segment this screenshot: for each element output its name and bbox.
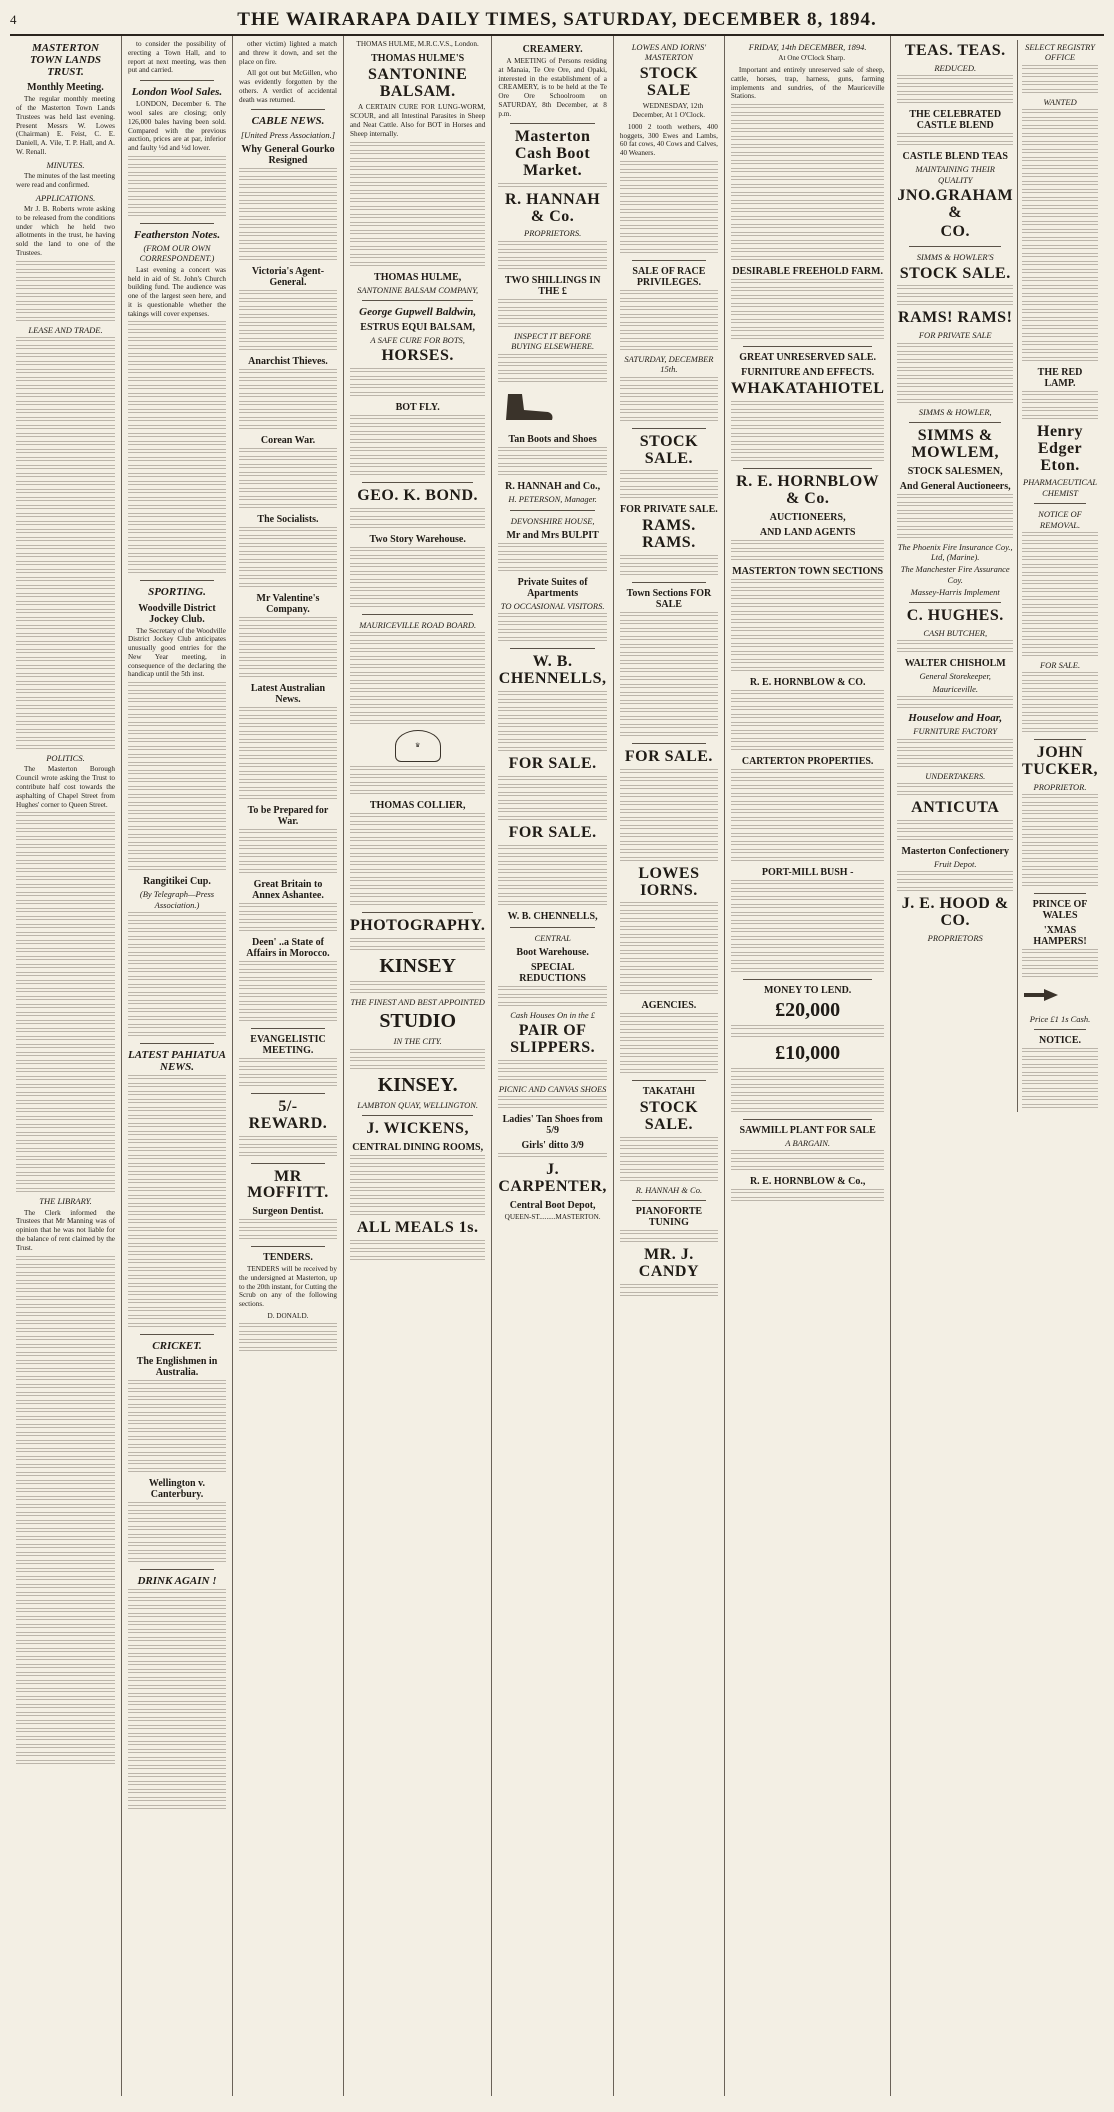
ad-heading: TEAS. TEAS.: [904, 42, 1006, 59]
ad-heading: Houselow and Hoar,: [908, 712, 1003, 725]
ad-heading: Masterton Cash Boot Market.: [514, 128, 591, 180]
ad-heading: SANTONINE BALSAM.: [367, 65, 468, 100]
ad-heading: STOCK SALE.: [899, 264, 1011, 282]
article-paragraph: The Secretary of the Woodville District Jockey Club anticipates unusually good entries for the New Year meeting, in consequence of the declaring the handicap until the 5th inst.: [127, 626, 226, 679]
ad-subheading: AUCTIONEERS,: [769, 511, 846, 523]
ad-heading: £20,000: [775, 998, 841, 1021]
article-heading: DRINK AGAIN !: [137, 1575, 217, 1588]
ad-heading: HORSES.: [381, 347, 454, 365]
ad-paragraph: A CERTAIN CURE FOR LUNG-WORM, SCOUR, and all Intestinal Parasites in Sheep and Neat Cattle. Also for BOT in Horses and Sheep internally.: [349, 103, 486, 138]
article-paragraph: other victim) lighted a match and threw it down, and set the place on fire.: [238, 40, 337, 66]
article-paragraph: Last evening a concert was held in aid of St. John's Church building fund. The audience was one of the largest seen here, and it is questionable whether the takings will cover expenses.: [127, 265, 226, 318]
column-5: [491, 36, 613, 2096]
article-paragraph: to consider the possibility of erecting a Town Hall, and to report at next meeting, was then put and carried.: [127, 40, 226, 75]
ad-subheading: PROPRIETOR.: [1033, 781, 1087, 792]
article-subheading: The Socialists.: [257, 513, 319, 525]
ad-subheading: FOR PRIVATE SALE: [918, 330, 992, 341]
ad-subheading: TWO SHILLINGS IN THE £: [504, 274, 601, 297]
ad-subheading: STOCK SALESMEN,: [907, 465, 1003, 477]
ad-heading: THOMAS COLLIER,: [369, 800, 466, 812]
ad-signature: D. DONALD.: [267, 1312, 309, 1321]
ad-subheading: THE FINEST AND BEST APPOINTED: [350, 997, 485, 1008]
royal-crest-icon: ♛: [395, 730, 441, 762]
ad-subheading: Ladies' Tan Shoes from 5/9: [502, 1114, 603, 1137]
ad-subheading: Two Story Warehouse.: [369, 533, 466, 545]
ad-heading: KINSEY: [379, 955, 457, 978]
ad-heading: Masterton Confectionery: [901, 845, 1009, 857]
ad-heading: R. HANNAH & Co.: [505, 190, 601, 225]
ad-heading: GEO. K. BOND.: [357, 487, 479, 505]
section-label: LEASE AND TRADE.: [28, 324, 103, 335]
ad-signature: QUEEN-ST.........MASTERTON.: [504, 1212, 601, 1221]
ad-paragraph: WEDNESDAY, 12th December, At 1 O'Clock.: [632, 102, 706, 120]
article-heading: Featherston Notes.: [133, 228, 221, 241]
ad-heading: FOR PRIVATE SALE.: [620, 504, 718, 516]
article-subheading: To be Prepared for War.: [247, 804, 329, 827]
ad-heading: TAKATAHI: [642, 1086, 696, 1098]
ad-heading: SALE OF RACE PRIVILEGES.: [632, 266, 706, 288]
ad-heading: PHOTOGRAPHY.: [349, 917, 486, 935]
ad-heading: THOMAS HULME,: [374, 271, 462, 283]
ad-heading: THE CELEBRATED CASTLE BLEND: [909, 109, 1002, 132]
ad-heading: NOTICE OF REMOVAL.: [1038, 509, 1082, 530]
boot-illustration-icon: [498, 390, 558, 424]
ad-heading: NOTICE.: [1039, 1035, 1081, 1047]
ad-subheading: R. E. HORNBLOW & CO.: [749, 676, 866, 688]
column-8: [890, 36, 1104, 2096]
article-heading: CABLE NEWS.: [251, 115, 325, 128]
ad-subheading: SATURDAY, DECEMBER 15th.: [624, 354, 714, 375]
article-subheading: Mr Valentine's Company.: [256, 592, 320, 615]
ad-heading: Henry Edger Eton.: [1037, 423, 1084, 474]
ad-heading: FRIDAY, 14th DECEMBER, 1894.: [748, 42, 867, 52]
ad-heading: George Gupwell Baldwin,: [359, 305, 477, 318]
ad-subheading: UNDERTAKERS.: [925, 770, 986, 781]
section-label: MINUTES.: [46, 159, 85, 170]
pointing-hand-icon: [1022, 985, 1062, 1005]
column-6: [613, 36, 724, 2096]
ad-heading: STOCK SALE: [639, 64, 699, 99]
article-subheading: The Englishmen in Australia.: [136, 1356, 218, 1379]
ad-subheading: PORT-MILL BUSH -: [761, 866, 854, 878]
article-subheading: Woodville District Jockey Club.: [138, 602, 216, 625]
ad-heading: £10,000: [775, 1041, 841, 1064]
ad-heading: TENDERS.: [263, 1252, 313, 1264]
article-heading: London Wool Sales.: [131, 86, 223, 99]
ad-subheading: A BARGAIN.: [785, 1137, 830, 1148]
ad-subheading: SANTONINE BALSAM COMPANY,: [357, 284, 479, 295]
ad-heading: SAWMILL PLANT FOR SALE: [739, 1124, 876, 1136]
columns: [10, 36, 1104, 2096]
ad-heading: FOR SALE.: [1039, 659, 1081, 670]
ad-subheading: The Phoenix Fire Insurance Coy., Ltd, (Marine).: [897, 541, 1013, 562]
ad-subheading: AND LAND AGENTS: [759, 526, 856, 538]
ad-subheading: Private Suites of Apartments: [517, 577, 588, 600]
newspaper-title: THE WAIRARAPA DAILY TIMES, SATURDAY, DECEMBER 8, 1894.: [237, 9, 877, 30]
ad-heading: MR. J. CANDY: [638, 1246, 700, 1281]
ad-subheading: General Storekeeper,: [919, 671, 991, 682]
ad-heading: CO.: [940, 223, 970, 241]
article-subheading: Rangitikei Cup.: [143, 876, 211, 888]
article-paragraph: The Clerk informed the Trustees that Mr Manning was of opinion that he was not liable for the balance of rent claimed by the Trust.: [16, 1208, 115, 1252]
article-heading: SPORTING.: [148, 586, 206, 599]
ad-heading: SIMMS & MOWLEM,: [911, 426, 999, 461]
ad-heading: STUDIO: [379, 1010, 457, 1033]
ad-subheading: REDUCED.: [934, 62, 977, 73]
ad-heading: 5/- REWARD.: [248, 1097, 328, 1132]
ad-subheading: PROPRIETORS.: [524, 228, 582, 239]
ad-subheading: SPECIAL REDUCTIONS: [519, 961, 586, 984]
ad-subheading: MASTERTON TOWN SECTIONS: [732, 565, 884, 577]
ad-heading: WHAKATAHIOTEL: [730, 380, 885, 398]
article-subheading: Why General Gourko Resigned: [241, 143, 335, 166]
ad-subheading: FURNITURE AND EFFECTS.: [741, 367, 875, 379]
ad-subheading: CASH BUTCHER,: [923, 628, 988, 639]
ad-heading: FOR SALE.: [624, 747, 713, 765]
ad-paragraph: A MEETING of Persons residing at Manaia, Te Ore Ore, and Opaki, interested in the establishment of a CREAMERY, is to be held at the Te Ore Ore Schoolroom on SATURDAY, 8th December, at 8 p.m.: [498, 57, 607, 118]
article-subheading: Anarchist Thieves.: [248, 355, 328, 367]
ad-heading: EVANGELISTIC MEETING.: [250, 1033, 326, 1056]
ad-subheading: MAINTAINING THEIR QUALITY: [915, 164, 995, 185]
ad-heading: AGENCIES.: [641, 1000, 697, 1012]
ad-heading: GREAT UNRESERVED SALE.: [739, 352, 877, 364]
article-paragraph: The Masterton Borough Council wrote asking the Trust to contribute half cost towards the asphalting of Chapel Street from Hughes' corner to Queen Street.: [16, 765, 115, 809]
article-subheading: Victoria's Agent-General.: [251, 265, 325, 288]
section-label: [United Press Association.]: [240, 129, 336, 140]
ad-heading: ALL MEALS 1s.: [356, 1218, 479, 1236]
ad-heading: FOR SALE.: [508, 823, 597, 841]
ad-heading: PIANOFORTE TUNING: [635, 1206, 703, 1229]
section-label: THE LIBRARY.: [39, 1196, 92, 1207]
ad-heading: J. E. HOOD & CO.: [901, 895, 1009, 929]
ad-heading: ANTICUTA: [911, 799, 1000, 817]
ad-topline: THOMAS HULME, M.R.C.V.S., London.: [356, 40, 479, 48]
ad-heading: RAMS! RAMS!: [898, 309, 1013, 327]
ad-heading: SIMMS & HOWLER'S: [916, 252, 994, 263]
ad-paragraph: TENDERS will be received by the undersigned at Masterton, up to the 20th instant, for Cutting the Scrub on any of the following sections.: [238, 1265, 337, 1309]
article-paragraph: The regular monthly meeting of the Masterton Town Lands Trustees was held last evening. Present Messrs W. Lowes (Chairman) E. Feist, C. E. Daniell, A. Vile, T. P. Hall, and A. W. Renall.: [16, 95, 115, 156]
article-heading: MASTERTON TOWN LANDS TRUST.: [29, 42, 101, 79]
ad-subheading: ESTRUS EQUI BALSAM,: [360, 321, 476, 333]
ad-subheading: Cash Houses On in the £: [510, 1009, 595, 1020]
ad-heading: Boot Warehouse.: [516, 946, 589, 958]
ad-heading: PRINCE OF WALES: [1032, 899, 1088, 922]
ad-heading: W. B. CHENNELLS,: [507, 910, 598, 922]
ad-subheading: TO OCCASIONAL VISITORS.: [500, 601, 605, 612]
ad-subheading: LAMBTON QUAY, WELLINGTON.: [357, 1099, 479, 1110]
ad-heading: R. E. HORNBLOW & Co.: [736, 473, 880, 507]
ad-subheading: Massey-Harris Implement: [910, 586, 1000, 597]
ad-subheading: Tan Boots and Shoes: [508, 434, 597, 446]
ad-subheading: R. HANNAH and Co.,: [505, 481, 601, 493]
ad-heading: CREAMERY.: [522, 44, 583, 55]
article-subheading: Corean War.: [260, 434, 316, 446]
ad-heading: FOR SALE.: [508, 754, 597, 772]
masthead: [10, 6, 1104, 36]
ad-heading: PAIR OF SLIPPERS.: [510, 1022, 596, 1057]
ad-subheading: INSPECT IT BEFORE BUYING ELSEWHERE.: [511, 330, 595, 352]
ad-subheading: Fruit Depot.: [933, 858, 977, 869]
ad-heading: RAMS. RAMS.: [642, 517, 696, 552]
ad-heading: THE RED LAMP.: [1037, 367, 1083, 390]
ad-heading: MONEY TO LEND.: [763, 984, 852, 996]
ad-heading: Town Sections FOR SALE: [626, 587, 712, 610]
ad-heading: STOCK SALE.: [639, 1099, 699, 1134]
section-label: APPLICATIONS.: [35, 192, 96, 203]
ad-heading: JNO.GRAHAM &: [897, 186, 1014, 221]
ad-heading: C. HUGHES.: [906, 607, 1004, 625]
ad-subheading: H. PETERSON, Manager.: [508, 494, 597, 505]
ad-subheading: R. HANNAH & Co.: [635, 1184, 703, 1195]
article-heading: LATEST PAHIATUA NEWS.: [128, 1048, 226, 1073]
ad-heading: DESIRABLE FREEHOLD FARM.: [732, 266, 883, 278]
ad-heading: STOCK SALE.: [639, 432, 699, 467]
column-1: [10, 36, 121, 2096]
article-subheading: Deen' ..a State of Affairs in Morocco.: [246, 936, 330, 959]
ad-heading: J. WICKENS,: [366, 1120, 469, 1138]
article-subheading: Monthly Meeting.: [27, 82, 104, 94]
ad-subheading: SIMMS & HOWLER,: [918, 406, 992, 417]
ad-heading: MAURICEVILLE ROAD BOARD.: [359, 619, 477, 630]
ad-subheading: IN THE CITY.: [393, 1036, 442, 1047]
ad-paragraph: At One O'Clock Sharp.: [778, 54, 846, 63]
ad-heading: KINSEY.: [377, 1073, 458, 1096]
ad-paragraph: Important and entirely unreserved sale of sheep, cattle, horses, trap, harness, guns, farming implements and sundries, of the Mauriceville Stations.: [730, 66, 885, 101]
ad-subheading: The Manchester Fire Assurance Coy.: [900, 564, 1010, 585]
ad-heading: THOMAS HULME'S: [371, 52, 465, 64]
ad-heading: JOHN TUCKER,: [1022, 744, 1098, 779]
page-number: 4: [10, 12, 17, 27]
ad-heading: WANTED: [1043, 96, 1077, 107]
article-subheading: Wellington v. Canterbury.: [148, 1478, 206, 1501]
ad-heading: 'XMAS HAMPERS!: [1033, 925, 1087, 948]
ad-subheading: CENTRAL DINING ROOMS,: [352, 1141, 484, 1153]
ad-heading: LOWES AND IORNS' MASTERTON: [631, 42, 707, 63]
ad-heading: CENTRAL: [534, 932, 571, 943]
ad-subheading: And General Auctioneers,: [899, 480, 1011, 492]
section-label: (By Telegraph—Press Association.): [139, 889, 215, 910]
ad-subheading: PHARMACEUTICAL CHEMIST: [1022, 477, 1098, 498]
section-label: (FROM OUR OWN CORRESPONDENT.): [139, 243, 215, 264]
ad-heading: SELECT REGISTRY OFFICE: [1025, 42, 1095, 63]
ad-heading: Mr and Mrs BULPIT: [506, 530, 599, 542]
ad-paragraph: 1000 2 tooth wethers, 400 hoggets, 300 Ewes and Lambs, 60 fat cows, 40 Cows and Calves, 40 Weaners.: [619, 122, 718, 158]
ad-subheading: Mauriceville.: [932, 683, 978, 694]
ad-subheading: Price £1 1s Cash.: [1029, 1014, 1091, 1024]
ad-heading: WALTER CHISHOLM: [904, 658, 1006, 670]
ad-subheading: R. E. HORNBLOW & Co.,: [749, 1176, 866, 1188]
article-subheading: Latest Australian News.: [250, 682, 326, 705]
article-subheading: Great Britain to Annex Ashantee.: [252, 878, 324, 901]
ad-subheading: Central Boot Depot,: [509, 1199, 596, 1211]
ad-heading: LOWES IORNS.: [638, 864, 700, 899]
ad-subheading: A SAFE CURE FOR BOTS,: [370, 334, 465, 345]
article-paragraph: Mr J. B. Roberts wrote asking to be released from the conditions under which he held two allotments in the trust, he having sold the land to one of the Trustees.: [16, 205, 115, 257]
ad-heading: DEVONSHIRE HOUSE,: [510, 515, 595, 526]
ad-subheading: FURNITURE FACTORY: [913, 726, 998, 737]
ad-heading: W. B. CHENNELLS,: [498, 653, 607, 688]
column-7: [724, 36, 890, 2096]
column-2: [121, 36, 232, 2096]
article-paragraph: LONDON, December 6. The wool sales are closing; only 126,000 bales having been sold. Compared with the previous auction, prices are at par, inferior and faulty ½d and ¼d lower.: [127, 100, 226, 153]
ad-subheading: PICNIC AND CANVAS SHOES: [498, 1083, 607, 1094]
section-label: POLITICS.: [46, 753, 85, 764]
column-4: [343, 36, 491, 2096]
ad-subheading: Girls' ditto 3/9: [521, 1140, 584, 1152]
article-paragraph: All got out but McGillen, who was evidently forgotten by the others. A verdict of accidental death was returned.: [238, 69, 337, 104]
ad-heading: CASTLE BLEND TEAS: [902, 151, 1008, 163]
article-heading: CRICKET.: [152, 1340, 202, 1353]
ad-subheading: CARTERTON PROPERTIES.: [741, 755, 874, 767]
ad-subheading: Surgeon Dentist.: [252, 1206, 324, 1218]
ad-subheading: PROPRIETORS: [927, 932, 983, 943]
column-3: [232, 36, 343, 2096]
ad-heading: MR MOFFITT.: [247, 1167, 329, 1202]
ad-heading: J. CARPENTER,: [498, 1161, 607, 1196]
ad-subheading: BOT FLY.: [395, 402, 440, 414]
article-paragraph: The minutes of the last meeting were read and confirmed.: [16, 172, 115, 189]
